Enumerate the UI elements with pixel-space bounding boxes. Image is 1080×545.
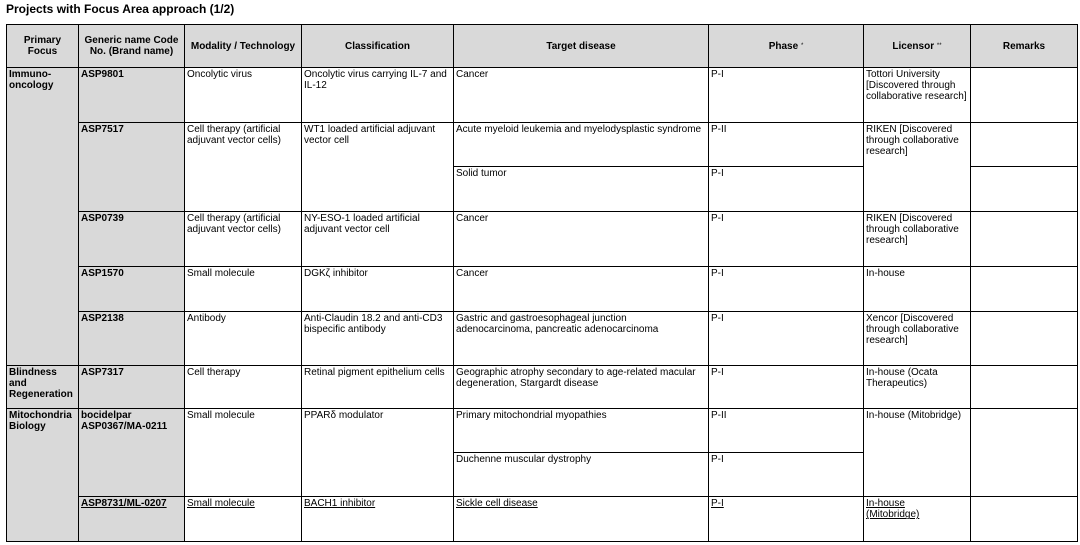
generic-name-text: ASP8731/ML-0207 — [81, 498, 167, 510]
code-number-line: ASP0367/MA-0211 — [81, 420, 168, 432]
focus-mitochondria-biology: Mitochondria Biology — [7, 408, 79, 541]
target-disease-cell: Primary mitochondrial myopathies — [454, 408, 709, 452]
generic-name-cell: ASP7317 — [79, 366, 185, 408]
phase-cell: P-I — [709, 167, 864, 211]
target-disease-cell: Cancer — [454, 211, 709, 267]
modality-cell: Cell therapy (artificial adjuvant vector cells) — [185, 122, 302, 211]
modality-cell: Antibody — [185, 311, 302, 366]
remarks-cell — [971, 311, 1078, 366]
remarks-cell — [971, 497, 1078, 542]
target-disease-cell: Geographic atrophy secondary to age-related macular degeneration, Stargardt disease — [454, 366, 709, 408]
header-remarks: Remarks — [971, 25, 1078, 68]
header-primary-focus: Primary Focus — [7, 25, 79, 68]
target-disease-cell: Cancer — [454, 267, 709, 311]
table-row — [7, 408, 1078, 452]
header-phase-label: Phase — [768, 40, 799, 52]
table-row — [7, 497, 1078, 542]
table-row — [7, 267, 1078, 311]
generic-name-cell: ASP1570 — [79, 267, 185, 311]
modality-cell: Cell therapy — [185, 366, 302, 408]
focus-immuno-oncology: Immuno-oncology — [7, 68, 79, 366]
phase-cell: P-I — [709, 68, 864, 123]
classification-cell: NY-ESO-1 loaded artificial adjuvant vector cell — [302, 211, 454, 267]
classification-cell: Anti-Claudin 18.2 and anti-CD3 bispecific antibody — [302, 311, 454, 366]
table-row — [7, 68, 1078, 123]
table-row — [7, 311, 1078, 366]
licensor-origin-text: (Mitobridge) — [866, 509, 920, 521]
generic-name-cell: ASP7517 — [79, 122, 185, 211]
table-row — [7, 122, 1078, 166]
modality-cell: Cell therapy (artificial adjuvant vector cells) — [185, 211, 302, 267]
classification-cell: DGKζ inhibitor — [302, 267, 454, 311]
phase-cell: P-I — [709, 366, 864, 408]
licensor-cell: RIKEN [Discovered through collaborative research] — [864, 211, 971, 267]
phase-cell: P-I — [709, 311, 864, 366]
phase-cell: P-I — [709, 267, 864, 311]
remarks-cell — [971, 167, 1078, 211]
licensor-cell: RIKEN [Discovered through collaborative research] — [864, 122, 971, 211]
target-disease-cell: Duchenne muscular dystrophy — [454, 453, 709, 497]
modality-cell: Small molecule — [185, 408, 302, 497]
header-modality: Modality / Technology — [185, 25, 302, 68]
phase-cell — [709, 497, 864, 542]
licensor-cell — [864, 497, 971, 542]
header-phase — [709, 25, 864, 68]
header-target-disease: Target disease — [454, 25, 709, 68]
header-licensor-label: Licensor — [892, 40, 935, 52]
table-row — [7, 211, 1078, 267]
licensor-cell: Xencor [Discovered through collaborative research] — [864, 311, 971, 366]
target-disease-cell: Acute myeloid leukemia and myelodysplastic syndrome — [454, 122, 709, 166]
modality-cell — [185, 497, 302, 542]
generic-name-line: bocidelpar — [81, 409, 132, 421]
generic-name-cell — [79, 408, 185, 497]
modality-cell: Small molecule — [185, 267, 302, 311]
modality-text: Small molecule — [187, 498, 255, 510]
classification-cell: WT1 loaded artificial adjuvant vector cell — [302, 122, 454, 211]
target-disease-text: Sickle cell disease — [456, 498, 538, 510]
phase-cell: P-I — [709, 211, 864, 267]
licensor-cell: In-house — [864, 267, 971, 311]
generic-name-cell: ASP0739 — [79, 211, 185, 267]
generic-name-cell — [79, 497, 185, 542]
remarks-cell — [971, 122, 1078, 166]
remarks-cell — [971, 211, 1078, 267]
classification-cell: PPARδ modulator — [302, 408, 454, 497]
classification-cell — [302, 497, 454, 542]
remarks-cell — [971, 267, 1078, 311]
generic-name-cell: ASP9801 — [79, 68, 185, 123]
licensor-cell: In-house (Ocata Therapeutics) — [864, 366, 971, 408]
focus-blindness-regeneration: Blindness and Regeneration — [7, 366, 79, 408]
header-generic-name: Generic name Code No. (Brand name) — [79, 25, 185, 68]
header-row — [7, 25, 1078, 68]
header-licensor — [864, 25, 971, 68]
header-phase-footnote-mark: * — [800, 42, 804, 49]
licensor-text: In-house — [866, 498, 905, 510]
remarks-cell — [971, 68, 1078, 123]
projects-table — [6, 24, 1078, 542]
remarks-cell — [971, 366, 1078, 408]
target-disease-cell: Cancer — [454, 68, 709, 123]
phase-text: P-I — [711, 498, 724, 510]
phase-cell: P-II — [709, 408, 864, 452]
remarks-cell — [971, 408, 1078, 497]
classification-cell: Oncolytic virus carrying IL-7 and IL-12 — [302, 68, 454, 123]
classification-text: BACH1 inhibitor — [304, 498, 376, 510]
licensor-cell: Tottori University [Discovered through collaborative research] — [864, 68, 971, 123]
target-disease-cell — [454, 497, 709, 542]
target-disease-cell: Solid tumor — [454, 167, 709, 211]
phase-cell: P-II — [709, 122, 864, 166]
licensor-cell: In-house (Mitobridge) — [864, 408, 971, 497]
phase-cell: P-I — [709, 453, 864, 497]
classification-cell: Retinal pigment epithelium cells — [302, 366, 454, 408]
target-disease-cell: Gastric and gastroesophageal junction adenocarcinoma, pancreatic adenocarcinoma — [454, 311, 709, 366]
header-licensor-footnote-mark: ** — [936, 42, 942, 49]
page-title: Projects with Focus Area approach (1/2) — [6, 2, 235, 16]
table-row — [7, 366, 1078, 408]
header-classification: Classification — [302, 25, 454, 68]
generic-name-cell: ASP2138 — [79, 311, 185, 366]
modality-cell: Oncolytic virus — [185, 68, 302, 123]
